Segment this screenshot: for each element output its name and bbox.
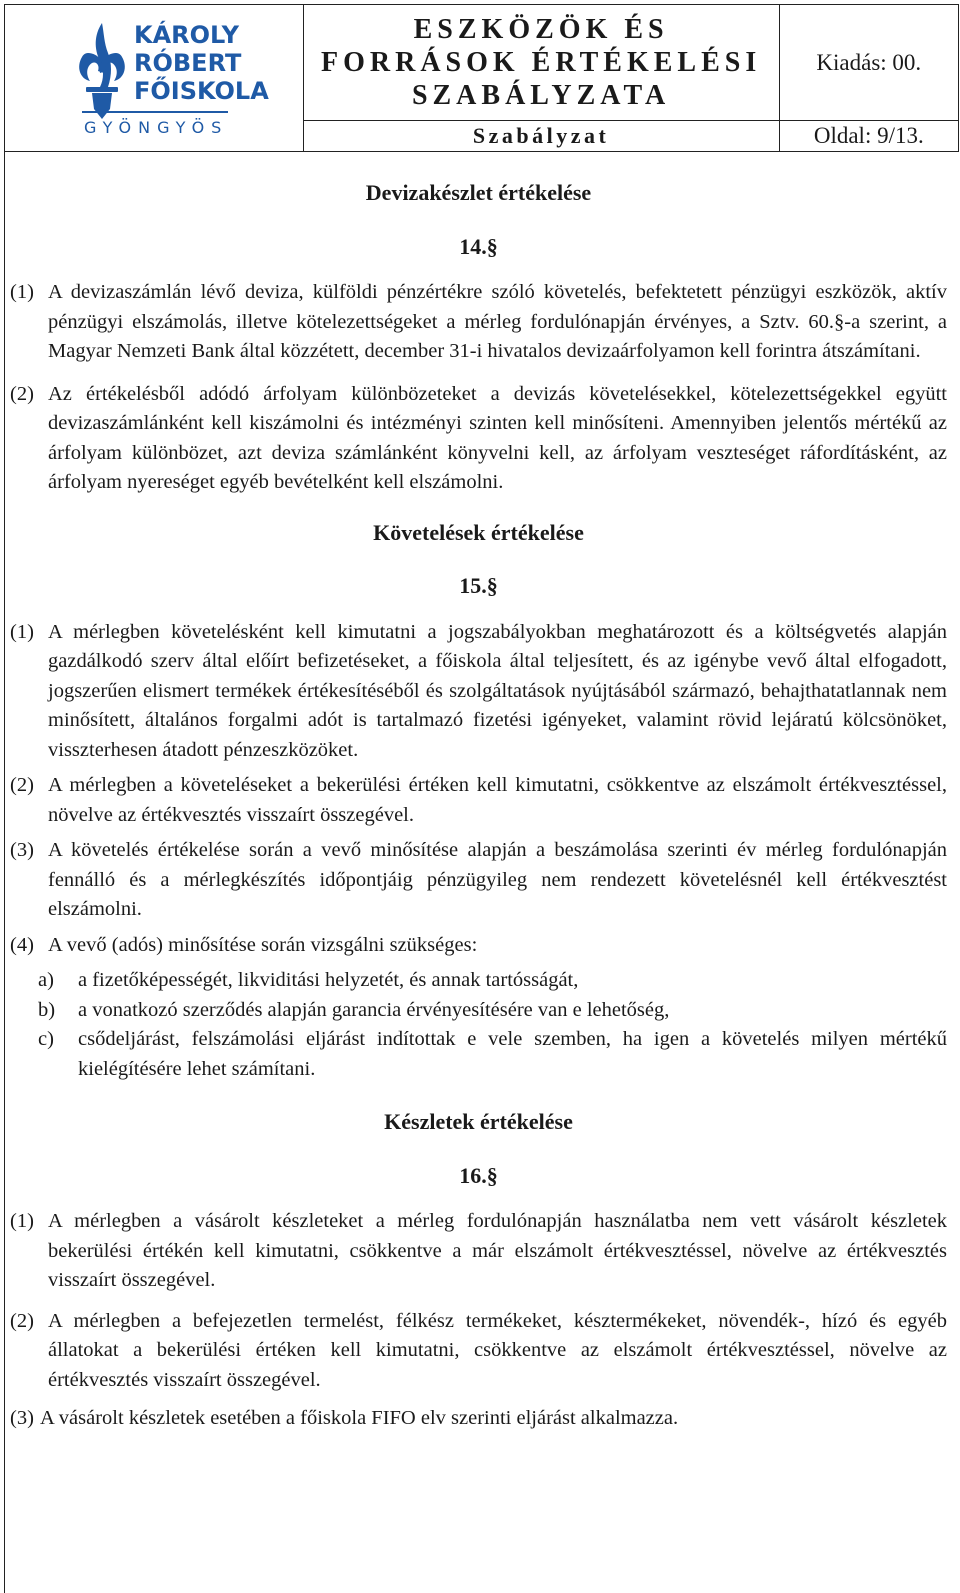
paragraph-number: (1) [10, 281, 34, 303]
paragraph-15-3 [10, 836, 947, 925]
paragraph-sign-14: 14.§ [459, 233, 498, 259]
sub-item-text: a fizetőképességét, likviditási helyzetét, és annak tartósságát, [78, 969, 579, 991]
logo-line-2: RÓBERT [133, 49, 242, 77]
issue-number: Kiadás: 00. [779, 5, 958, 121]
sub-item-letter: b) [38, 998, 56, 1021]
paragraph-text: A mérlegben követelésként kell kimutatni a jogszabályokban meghatározott és a költségvetés alapján gazdálkodó szerv által előírt befizetéseket, a főiskola által teljesített, és az igénybe vevő által elfogadott, jogszerűen elismert termékek értékesítéséből és szolgáltatások nyújtásából származó, behajthatatlannak nem minősített, általános forgalmi adót is tartalmazó fizetési igényeket, valamint rövid lejáratú kölcsönöket, visszterhesen átadott pénzeszközöket. [48, 620, 947, 761]
paragraph-16-1 [10, 1207, 947, 1296]
sub-item-a [10, 966, 947, 996]
paragraph-number: (1) [10, 1210, 34, 1232]
paragraph-number: (2) [10, 774, 34, 796]
sub-item-letter: c) [38, 1028, 54, 1050]
paragraph-text: A mérlegben a követeléseket a bekerülési értéken kell kimutatni, csökkentve az elszámolt értékvesztéssel, növelve az értékvesztés visszaírt összegével. [48, 774, 947, 826]
sub-item-letter: a) [38, 969, 54, 991]
sub-item-c [10, 1025, 947, 1084]
logo-line-3: FŐISKOLA [133, 77, 269, 105]
paragraph-text: Az értékelésből adódó árfolyam különbözeteket a devizás követelésekkel, kötelezettségekkel együtt devizaszámlánként kell kiszámolni és intézményi szinten kell minősíteni. Amennyiben jelentős mértékű az árfolyam különbözet, azt deviza számlánként könyvelni kell, az árfolyam veszteséget ráfordításként, az árfolyam nyereséget egyéb bevételként kell elszámolni. [48, 382, 947, 493]
paragraph-15-4 [10, 931, 947, 961]
document-header [4, 4, 959, 152]
paragraph-text: A követelés értékelése során a vevő minősítése alapján a beszámolása szerinti év mérleg fordulónapján fennálló és a mérlegkészítés időpontjáig pénzügyileg nem rendezett követelésnél kell értékvesztést elszámolni. [48, 839, 947, 920]
logo-city: GYÖNGYÖS [83, 118, 229, 137]
section-title-keszletek: Készletek értékelése [384, 1109, 573, 1134]
paragraph-number: (3) [10, 1407, 34, 1429]
paragraph-number: (2) [10, 382, 34, 405]
paragraph-number: (1) [10, 620, 34, 643]
paragraph-15-1 [10, 618, 947, 766]
sub-item-b [10, 996, 947, 1026]
college-logo [74, 13, 269, 138]
document-title [303, 5, 779, 121]
logo-cell [5, 5, 304, 152]
paragraph-15-2 [10, 771, 947, 830]
paragraph-text: A mérlegben a vásárolt készleteket a mérleg fordulónapján használatba nem vett vásárolt készletek bekerülési értékén kell kimutatni, csökkentve a már elszámolt értékvesztéssel, növelve az értékvesztés visszaírt összegével. [48, 1210, 947, 1291]
paragraph-14-1 [10, 278, 947, 367]
title-line-3: SZABÁLYZATA [411, 80, 671, 111]
fleur-de-lis-icon [79, 23, 125, 119]
paragraph-number: (3) [10, 839, 34, 861]
page-number: Oldal: 9/13. [779, 121, 958, 152]
paragraph-text: A mérlegben a befejezetlen termelést, félkész termékeket, késztermékeket, növendék-, hízó és egyéb állatokat a bekerülési értéken kell kimutatni, csökkentve az elszámolt értékvesztéssel, növelve az értékvesztés visszaírt összegével. [48, 1309, 947, 1391]
paragraph-14-2 [10, 380, 947, 498]
paragraph-text: A vevő (adós) minősítése során vizsgálni szükséges: [48, 933, 478, 956]
paragraph-16-2 [10, 1307, 947, 1396]
sub-item-text: csődeljárást, felszámolási eljárást indítottak e vele szemben, ha igen a követelés milyen mértékű kielégítésére lehet számítani. [78, 1028, 947, 1080]
paragraph-number: (2) [10, 1309, 34, 1332]
paragraph-16-3 [10, 1404, 947, 1434]
sub-item-text: a vonatkozó szerződés alapján garancia érvényesítésére van e lehetőség, [78, 998, 670, 1021]
title-line-1: ESZKÖZÖK ÉS [413, 14, 669, 45]
section-title-deviza: Devizakészlet értékelése [365, 180, 592, 205]
paragraph-text: A devizaszámlán lévő deviza, külföldi pénzértékre szóló követelés, befektetett pénzügyi eszközök, aktív pénzügyi elszámolás, illetve kötelezettségeket a mérleg fordulónapján érvényes, a Sztv. 60.§-a szerint, a Magyar Nemzeti Bank által közzétett, december 31-i hivatalos devizaárfolyamon kell forintra átszámítani. [48, 281, 947, 362]
paragraph-sign-16: 16.§ [459, 1162, 498, 1188]
paragraph-sign-15: 15.§ [459, 573, 498, 598]
paragraph-text: A vásárolt készletek esetében a főiskola FIFO elv szerinti eljárást alkalmazza. [40, 1407, 679, 1429]
logo-line-1: KÁROLY [133, 21, 239, 49]
paragraph-number: (4) [10, 933, 34, 956]
section-title-kovetelesek: Követelések értékelése [373, 519, 584, 545]
document-body [10, 172, 947, 1434]
document-type: Szabályzat [303, 121, 779, 152]
title-line-2: FORRÁSOK ÉRTÉKELÉSI [321, 47, 762, 78]
